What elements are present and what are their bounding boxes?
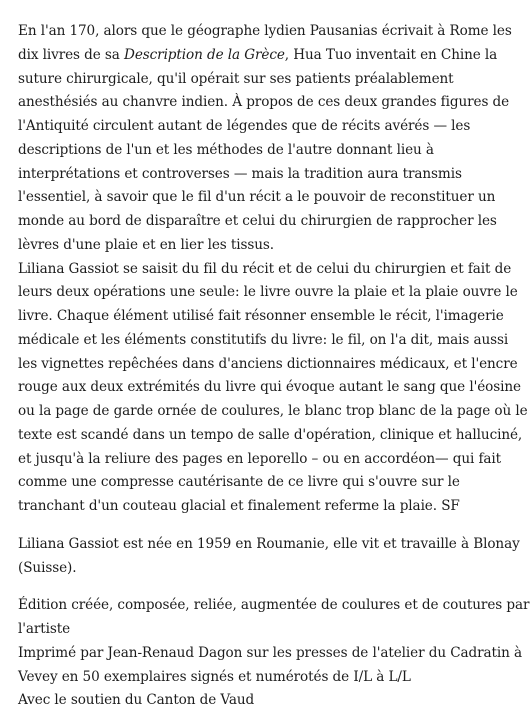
intro-paragraph [18, 20, 530, 258]
intro-text-end: , Hua Tuo inventait en Chine la suture chirurgicale, qu'il opérait sur ses patients préalablement anesthésiés au chanvre indien. À propos de ces deux grandes figures de l'Antiquité circulent autant de légendes que de récits avérés — les descriptions de l'un et les méthodes de l'autre donnant lieu à interprétations et controverses — mais la tradition aura transmis l'essentiel, à savoir que le fil d'un récit a le pouvoir de reconstituer un monde au bord de disparaître et celui du chirurgien de rapprocher les lèvres d'une plaie et en lier les tissus. [18, 46, 510, 253]
colophon-printing: Imprimé par Jean-Renaud Dagon sur les presses de l'atelier du Cadratin à Vevey en 50 exemplaires signés et numérotés de I/L à L/L [18, 644, 522, 685]
intro-text-start: En l'an 170, alors que le géographe lydien Pausanias écrivait à Rome les dix livres de sa [18, 23, 512, 63]
book-title: Description de la Grèce [124, 46, 285, 63]
colophon-support: Avec le soutien du Canton de Vaud [18, 692, 255, 709]
description-paragraph: Liliana Gassiot se saisit du fil du récit et de celui du chirurgien et fait de leurs deux opérations une seule: le livre ouvre la plaie et la plaie ouvre le livre. Chaque élément utilisé fait résonner ensemble le récit, l'imagerie médicale et les éléments constitutifs du livre: le fil, on l'a dit, mais aussi les vignettes repêchées dans d'anciens dictionnaires médicaux, et l'encre rouge aux deux extrémités du livre qui évoque autant le sang que l'éosine ou la page de garde ornée de coulures, le blanc trop blanc de la page où le texte est scandé dans un tempo de salle d'opération, clinique et halluciné, et jusqu'à la reliure des pages en leporello – ou en accordéon— qui fait comme une compresse cautérisante de ce livre qui s'ouvre sur le tranchant d'un couteau glacial et finalement referme la plaie. SF [18, 260, 528, 514]
artist-bio: Liliana Gassiot est née en 1959 en Roumanie, elle vit et travaille à Blonay (Suisse). [18, 535, 520, 576]
colophon-edition: Édition créée, composée, reliée, augmentée de coulures et de coutures par l'artiste [18, 597, 530, 637]
book-description [18, 20, 530, 713]
